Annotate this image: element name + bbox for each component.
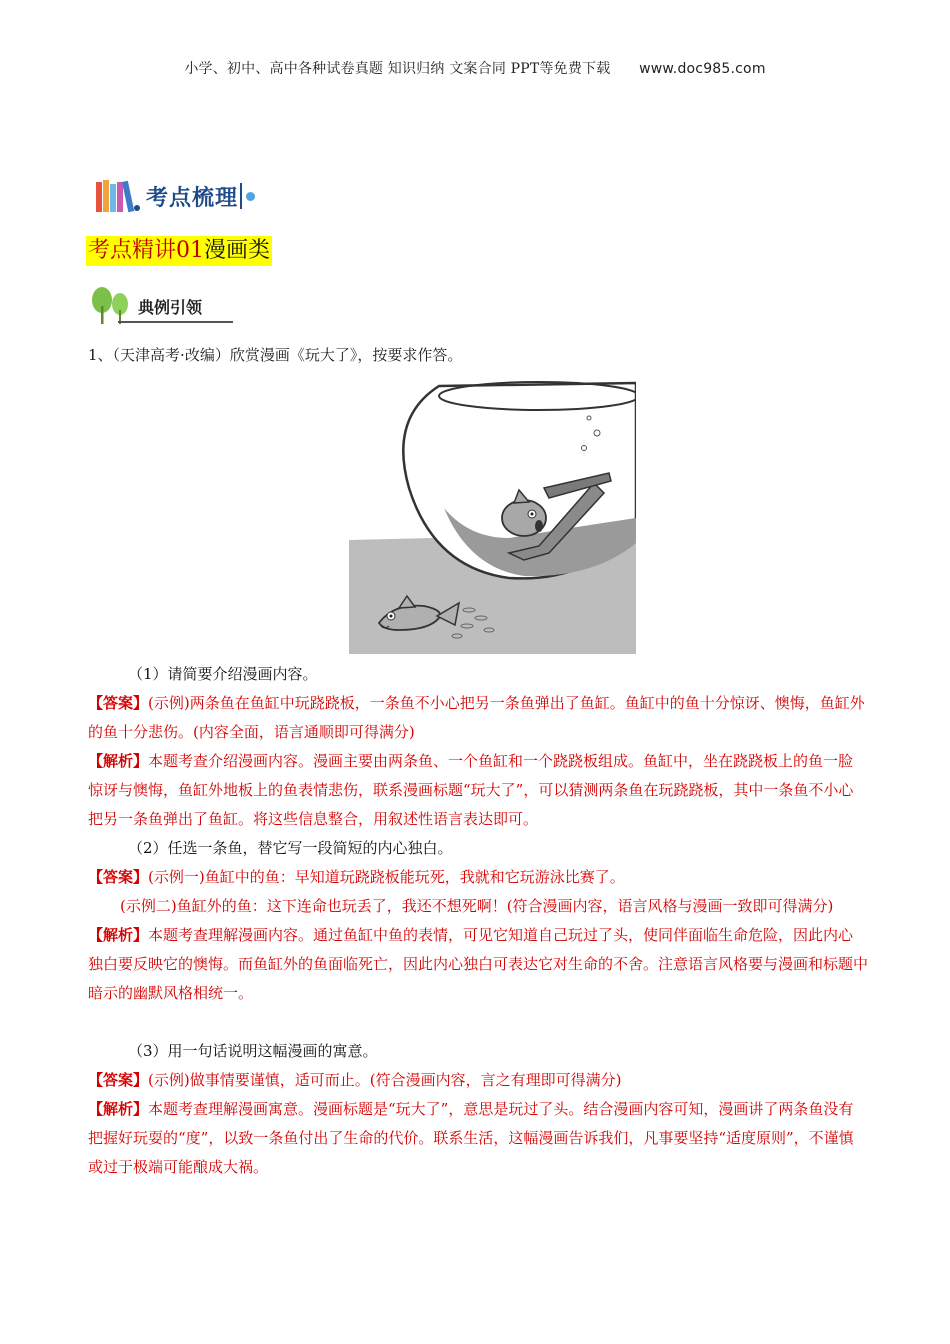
item-1-answer-text: (示例)两条鱼在鱼缸中玩跷跷板，一条鱼不小心把另一条鱼弹出了鱼缸。鱼缸中的鱼十分惊讶、懊悔，鱼缸外的鱼十分悲伤。(内容全面，语言通顺即可得满分) <box>88 694 865 741</box>
topic-prefix: 考点精讲01 <box>88 238 204 263</box>
answer-tag: 【答案】 <box>88 694 149 712</box>
item-3-answer <box>88 1066 868 1095</box>
answer-tag: 【答案】 <box>88 868 149 886</box>
title-cursor-bar <box>240 183 242 209</box>
question-item-3 <box>88 1037 868 1182</box>
header-url[interactable]: www.doc985.com <box>639 61 766 77</box>
item-2-analysis-text: 本题考查理解漫画内容。通过鱼缸中鱼的表情，可见它知道自己玩过了头，使同伴面临生命危险，因此内心独白要反映它的懊悔。而鱼缸外的鱼面临死亡，因此内心独白可表达它对生命的不舍。注意语言风格要与漫画和标题中暗示的幽默风格相统一。 <box>88 926 869 1002</box>
item-2-answer-text: (示例一)鱼缸中的鱼：早知道玩跷跷板能玩死，我就和它玩游泳比赛了。 <box>148 868 625 886</box>
topic-suffix: 漫画类 <box>204 238 271 263</box>
question-text: （天津高考·改编）欣赏漫画《玩大了》，按要求作答。 <box>112 346 463 364</box>
books-icon <box>94 178 140 214</box>
item-2-prompt: （2）任选一条鱼，替它写一段简短的内心独白。 <box>128 839 453 857</box>
example-heading-label: 典例引领 <box>138 298 203 317</box>
item-3-analysis-text: 本题考查理解漫画寓意。漫画标题是“玩大了”，意思是玩过了头。结合漫画内容可知，漫画讲了两条鱼没有把握好玩耍的“度”，以致一条鱼付出了生命的代价。联系生活，这幅漫画告诉我们，凡事要坚持“适度原则”，不谨慎或过于极端可能酿成大祸。 <box>88 1100 854 1176</box>
section-title <box>94 176 255 216</box>
title-dot <box>246 192 255 201</box>
example-heading <box>88 286 233 326</box>
item-1-analysis <box>88 747 868 834</box>
question-stem <box>88 344 462 366</box>
example-heading-underline <box>118 321 233 323</box>
item-1-analysis-text: 本题考查介绍漫画内容。漫画主要由两条鱼、一个鱼缸和一个跷跷板组成。鱼缸中，坐在跷跷板上的鱼一脸惊讶与懊悔，鱼缸外地板上的鱼表情悲伤，联系漫画标题“玩大了”，可以猜测两条鱼在玩跷跷板，其中一条鱼不小心把另一条鱼弹出了鱼缸。将这些信息整合，用叙述性语言表达即可。 <box>88 752 854 828</box>
item-1-prompt: （1）请简要介绍漫画内容。 <box>128 665 318 683</box>
section-title-label: 考点梳理 <box>146 185 239 211</box>
item-2-analysis <box>88 921 868 1008</box>
analysis-tag: 【解析】 <box>88 926 149 944</box>
analysis-tag: 【解析】 <box>88 752 149 770</box>
question-number: 1、 <box>88 346 113 364</box>
question-item-2 <box>88 834 868 1008</box>
item-2-answer <box>88 863 868 892</box>
analysis-tag: 【解析】 <box>88 1100 149 1118</box>
header-text: 小学、初中、高中各种试卷真题 知识归纳 文案合同 PPT等免费下载 <box>184 61 611 77</box>
tree-icon <box>88 286 136 326</box>
fishbowl-comic-illustration <box>349 378 636 654</box>
item-1-answer <box>88 689 868 747</box>
question-item-1 <box>88 660 868 834</box>
item-2-answer-2: (示例二)鱼缸外的鱼：这下连命也玩丢了，我还不想死啊！(符合漫画内容，语言风格与漫画一致即可得满分) <box>120 897 834 915</box>
item-3-prompt: （3）用一句话说明这幅漫画的寓意。 <box>128 1042 378 1060</box>
page-header <box>0 58 950 78</box>
item-3-answer-text: (示例)做事情要谨慎，适可而止。(符合漫画内容，言之有理即可得满分) <box>148 1071 622 1089</box>
topic-heading <box>86 236 272 266</box>
item-3-analysis <box>88 1095 868 1182</box>
answer-tag: 【答案】 <box>88 1071 149 1089</box>
